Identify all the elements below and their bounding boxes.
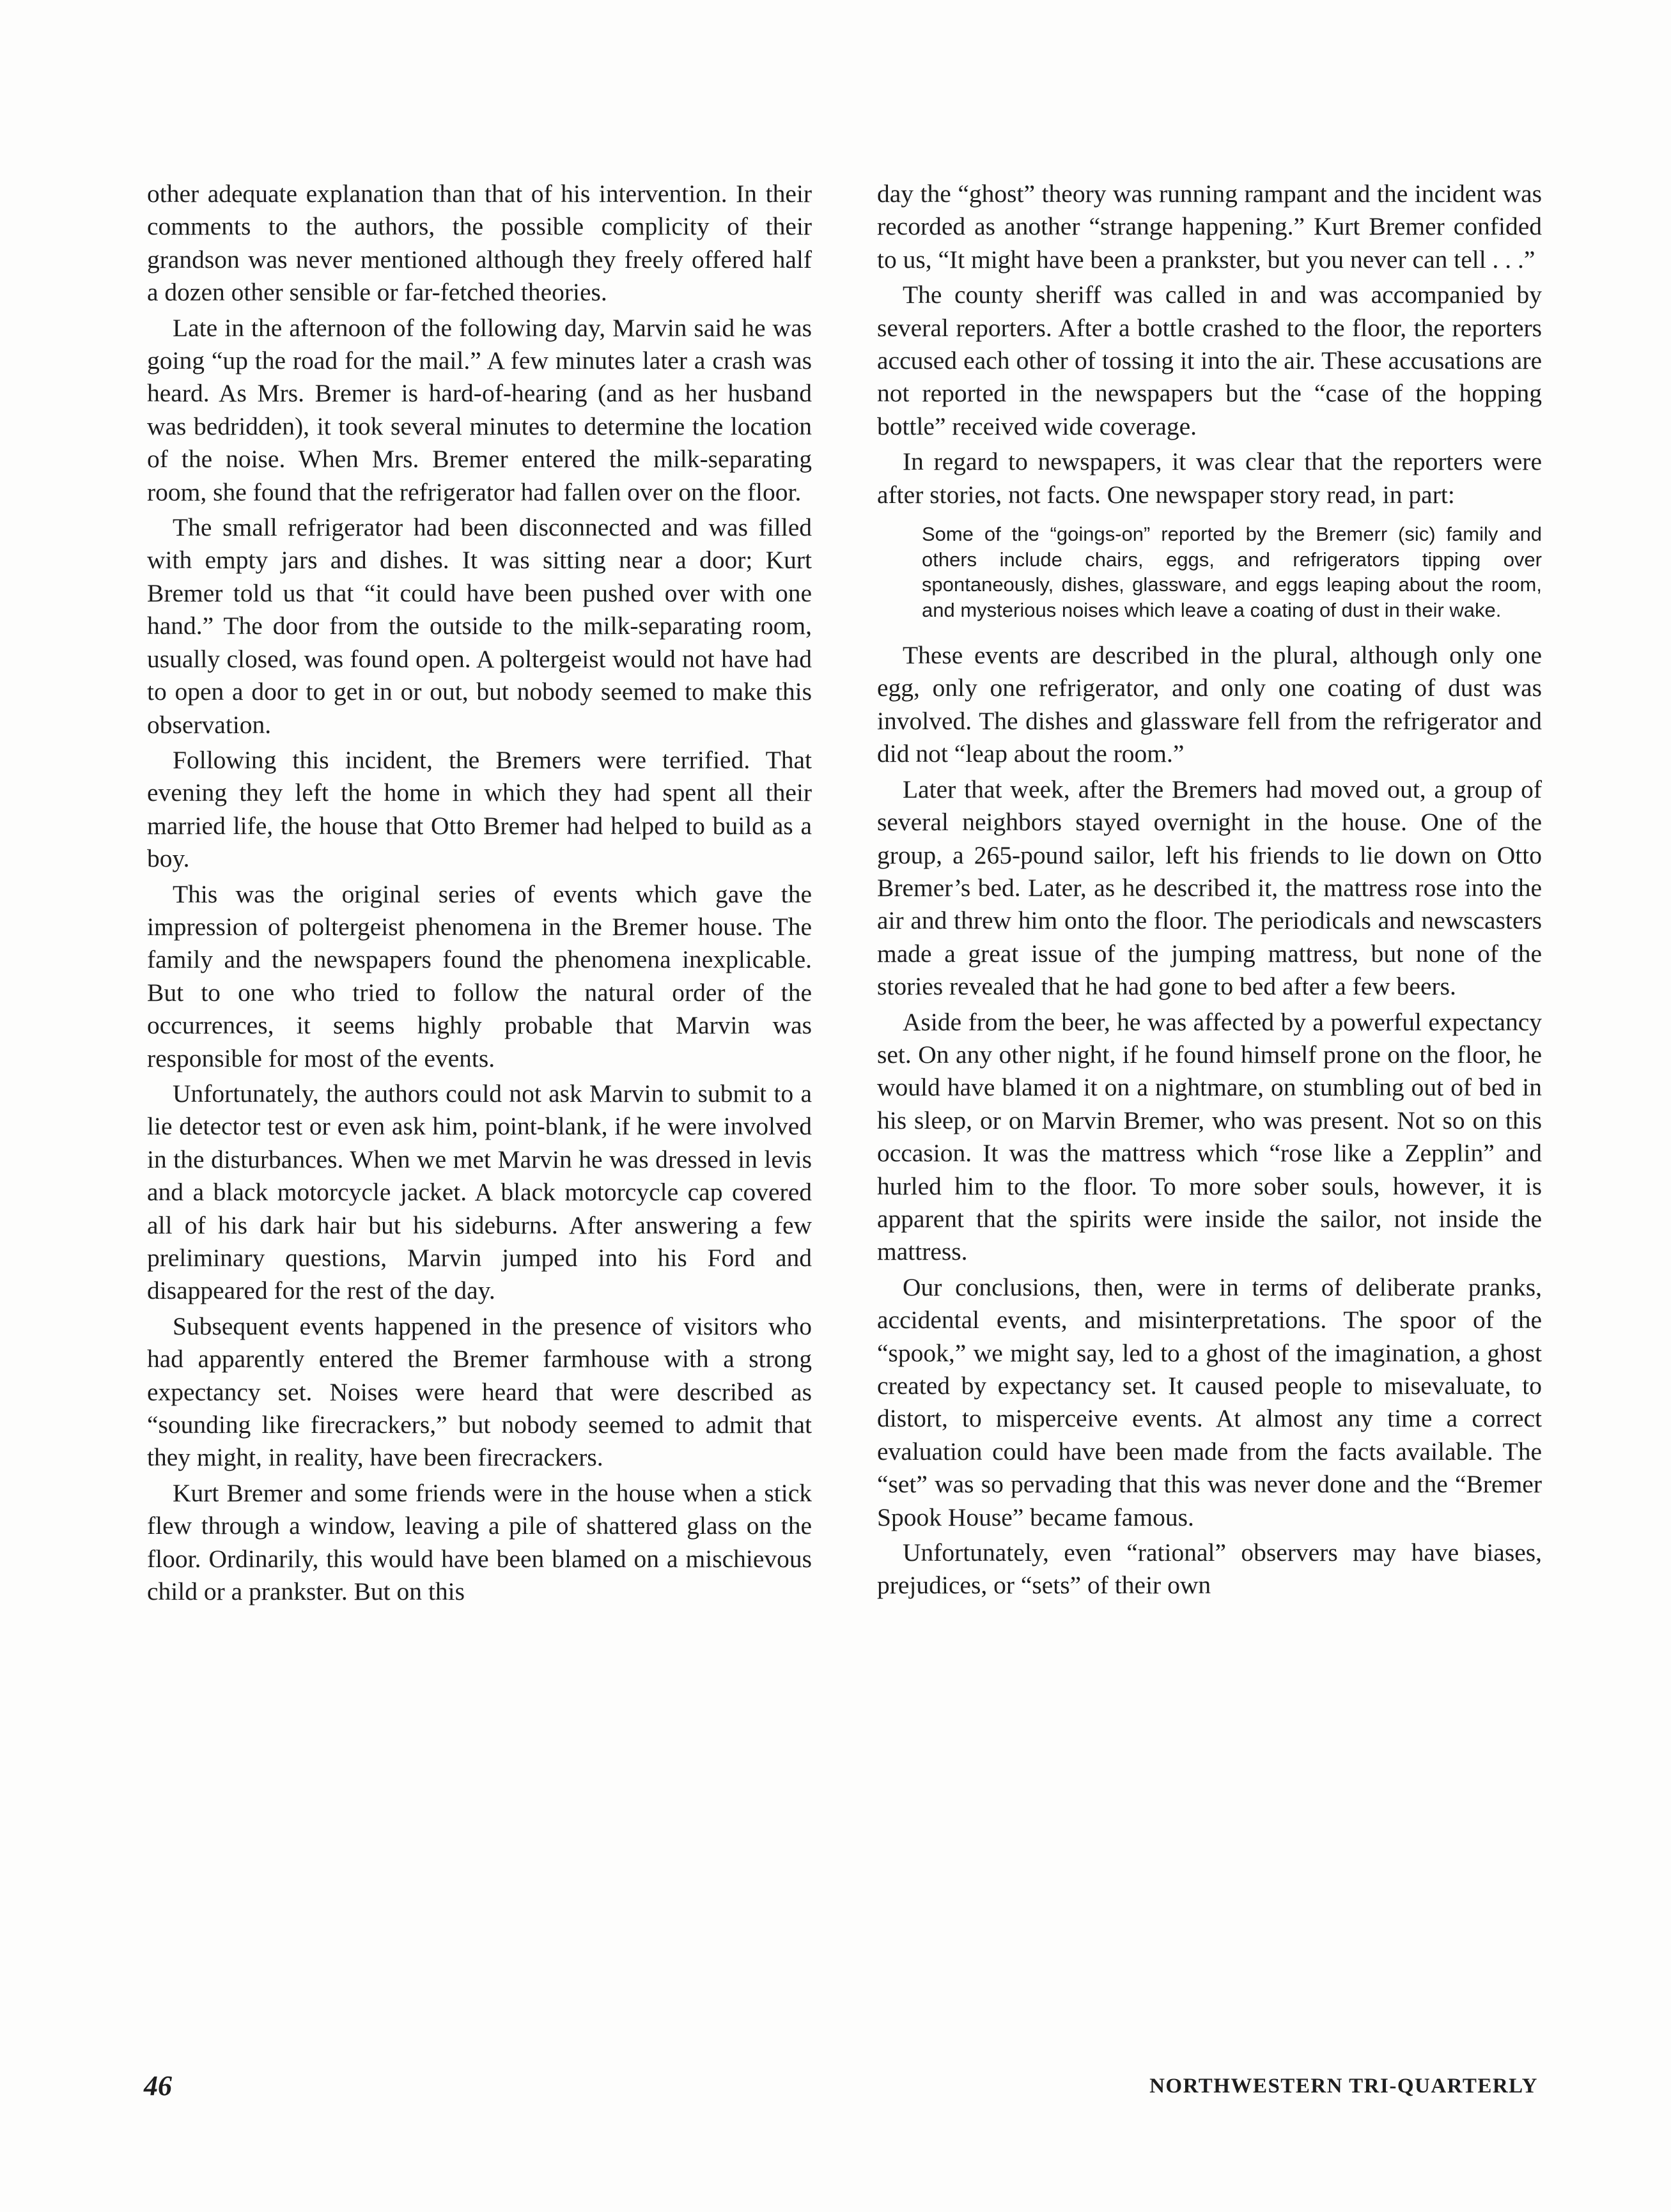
page-number: 46	[144, 2070, 172, 2101]
body-paragraph: Kurt Bremer and some friends were in the house when a stick flew through a window, leaving a pile of shattered glass on the floor. Ordinarily, this would have been blamed on a mischievous child or a prankster. But on this	[147, 1478, 812, 1606]
body-paragraph: The county sheriff was called in and was accompanied by several reporters. After a bottle crashed to the floor, the reporters accused each other of tossing it into the air. These accusations are not reported in the newspapers but the “case of the hopping bottle” received wide coverage.	[877, 281, 1542, 440]
body-paragraph: Later that week, after the Bremers had moved out, a group of several neighbors stayed overnight in the house. One of the group, a 265-pound sailor, left his friends to lie down on Otto Bremer’s bed. Later, as he described it, the mattress rose into the air and threw him onto the floor. The periodicals and newscasters made a great issue of the jumping mattress, but none of the stories revealed that he had gone to bed after a few beers.	[877, 775, 1542, 1001]
page-footer	[0, 2069, 1671, 2108]
body-paragraph: Unfortunately, the authors could not ask Marvin to submit to a lie detector test or even ask him, point-blank, if he were involved in the disturbances. When we met Marvin he was dressed in levis and a black motorcycle jacket. A black motorcycle cap covered all of his dark hair but his sideburns. After answering a few preliminary questions, Marvin jumped into his Ford and disappeared for the rest of the day.	[147, 1079, 812, 1305]
body-paragraph: Late in the afternoon of the following day, Marvin said he was going “up the road for the mail.” A few minutes later a crash was heard. As Mrs. Bremer is hard-of-hearing (and as her husband was bedridden), it took several minutes to determine the location of the noise. When Mrs. Bremer entered the milk-separating room, she found that the refrigerator had fallen over on the floor.	[147, 313, 812, 506]
body-paragraph: The small refrigerator had been disconnected and was filled with empty jars and dishes. It was sitting near a door; Kurt Bremer told us that “it could have been pushed over with one hand.” The door from the outside to the milk-separating room, usually closed, was found open. A poltergeist would not have had to open a door to get in or out, but nobody seemed to make this observation.	[147, 513, 812, 739]
body-paragraph: Aside from the beer, he was affected by a powerful expectancy set. On any other night, if he found himself prone on the floor, he would have blamed it on a nightmare, on stumbling out of bed in his sleep, or on Marvin Bremer, who was present. Not so on this occasion. It was the mattress which “rose like a Zepplin” and hurled him to the floor. To more sober souls, however, it is apparent that the spirits were inside the sailor, not inside the mattress.	[877, 1007, 1542, 1266]
journal-name: NORTHWESTERN TRI-QUARTERLY	[1149, 2075, 1538, 2098]
body-paragraph: In regard to newspapers, it was clear that the reporters were after stories, not facts. One newspaper story read, in part:	[877, 447, 1542, 509]
newspaper-quote: Some of the “goings-on” reported by the Bremerr (sic) family and others include chairs, eggs, and refrigerators tipping over spontaneously, dishes, glassware, and eggs leaping about the room, and mysterious noises which leave a coating of dust in their wake.	[922, 523, 1542, 621]
body-paragraph: Following this incident, the Bremers were terrified. That evening they left the home in which they had spent all their married life, the house that Otto Bremer had helped to build as a boy.	[147, 745, 812, 873]
left-column	[147, 178, 812, 1608]
body-paragraph: This was the original series of events which gave the impression of poltergeist phenomena in the Bremer house. The family and the newspapers found the phenomena inexplicable. But to one who tried to follow the natural order of the occurrences, it seems highly probable that Marvin was responsible for most of the events.	[147, 879, 812, 1072]
right-column	[877, 178, 1542, 1602]
body-paragraph: other adequate explanation than that of his intervention. In their comments to the authors, the possible complicity of their grandson was never mentioned although they freely offered half a dozen other sensible or far-fetched theories.	[147, 180, 812, 307]
body-paragraph: Our conclusions, then, were in terms of deliberate pranks, accidental events, and misinterpretations. The spoor of the “spook,” we might say, led to a ghost of the imagination, a ghost created by expectancy set. It caused people to misevaluate, to distort, to misperceive events. At almost any time a correct evaluation could have been made from the facts available. The “set” was so pervading that this was never done and the “Bremer Spook House” became famous.	[877, 1272, 1542, 1531]
body-paragraph: day the “ghost” theory was running rampant and the incident was recorded as another “strange happening.” Kurt Bremer confided to us, “It might have been a prankster, but you never can tell . . .”	[877, 180, 1542, 274]
body-paragraph: These events are described in the plural, although only one egg, only one refrigerator, and only one coating of dust was involved. The dishes and glassware fell from the refrigerator and did not “leap about the room.”	[877, 641, 1542, 768]
body-paragraph: Subsequent events happened in the presence of visitors who had apparently entered the Bremer farmhouse with a strong expectancy set. Noises were heard that were described as “sounding like firecrackers,” but nobody seemed to admit that they might, in reality, have been firecrackers.	[147, 1311, 812, 1472]
body-paragraph: Unfortunately, even “rational” observers may have biases, prejudices, or “sets” of their own	[877, 1538, 1542, 1600]
